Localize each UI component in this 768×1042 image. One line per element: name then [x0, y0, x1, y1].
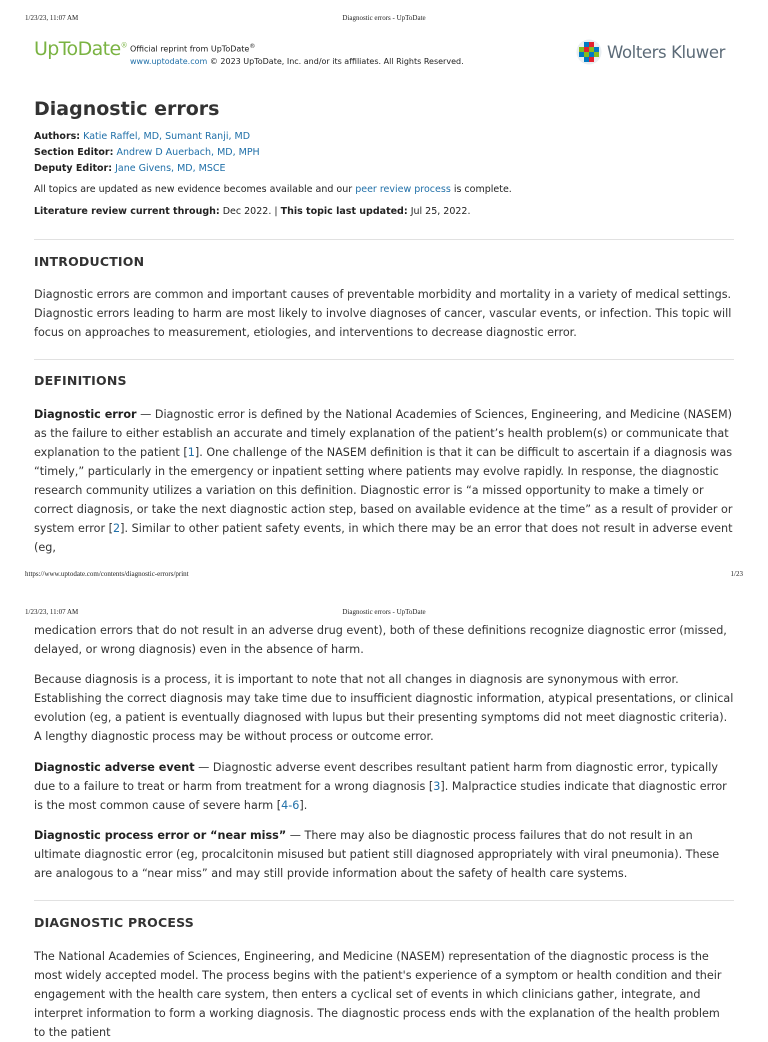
print-doc-title: Diagnostic errors - UpToDate: [342, 608, 426, 616]
deputy-editor-label: Deputy Editor:: [34, 163, 113, 174]
diagnosis-process-note: Because diagnosis is a process, it is important to note that not all changes in diagnosis are synonymous with error. Establishing the correct diagnosis may take time due to insufficient diagnostic information, atypical presentations, or clinical evolution (eg, a patient is eventually diagnosed with lupus but their presenting symptoms did not meet diagnostic criteria). A lengthy diagnostic process may be without process or outcome error.: [34, 673, 734, 743]
authors-line: [34, 130, 250, 144]
authors-label: Authors:: [34, 131, 81, 142]
print-url: https://www.uptodate.com/contents/diagnostic-errors/print: [25, 570, 189, 578]
lit-review-label: Literature review current through:: [34, 206, 220, 217]
brand-mark: ®: [120, 41, 127, 50]
divider: [34, 359, 734, 360]
diagnostic-process-text: The National Academies of Sciences, Engineering, and Medicine (NASEM) representation of the diagnostic process is the most widely accepted model. The process begins with the patient's experience of a symptom or health condition and their engagement with the health care system, then enters a cyclical set of events in which clinicians gather, integrate, and interpret information to form a working diagnosis. The diagnostic process ends with the explanation of the health problem to the patient: [34, 950, 722, 1039]
term-diagnostic-adverse-event: Diagnostic adverse event: [34, 761, 195, 774]
definition-text: ]. One challenge of the NASEM definition is that it can be difficult to ascertain if a diagnosis was “timely,” particularly in the emergency or inpatient setting where patients may evolve rapidly. In response, the diagnostic research community utilizes a variation on this definition. Diagnostic error is “a missed opportunity to make a timely or correct diagnosis, or take the next diagnostic action step, based on available evidence at the time” as a result of provider or system error [: [34, 446, 733, 535]
review-status: [34, 205, 471, 219]
section-editor-label: Section Editor:: [34, 147, 114, 158]
introduction-heading: INTRODUCTION: [34, 254, 145, 269]
near-miss-definition: [34, 826, 734, 883]
diagnostic-adverse-event-definition: [34, 758, 734, 815]
print-header: [25, 14, 743, 24]
print-header: [25, 608, 743, 618]
definition-text: ].: [299, 799, 308, 812]
update-note-pre: All topics are updated as new evidence becomes available and our: [34, 184, 353, 195]
reprint-line: Official reprint from UpToDate: [130, 44, 250, 54]
definition-continuation: medication errors that do not result in an adverse drug event), both of these definitions recognize diagnostic error (missed, delayed, or wrong diagnosis) even in the absence of harm.: [34, 624, 727, 656]
article-title: Diagnostic errors: [34, 98, 220, 120]
term-near-miss: Diagnostic process error or “near miss”: [34, 829, 287, 842]
reprint-mark: ®: [249, 43, 256, 50]
reference-link[interactable]: 3: [433, 780, 441, 793]
print-datetime: 1/23/23, 11:07 AM: [25, 14, 79, 22]
lit-review-value: Dec 2022. |: [222, 206, 278, 217]
divider: [34, 900, 734, 901]
print-page-number: 1/23: [730, 570, 743, 578]
authors-link[interactable]: Katie Raffel, MD, Sumant Ranji, MD: [83, 131, 251, 142]
definition-text: ]. Similar to other patient safety events, in which there may be an error that does not result in adverse event (eg,: [34, 522, 733, 554]
reference-link[interactable]: 2: [113, 522, 121, 535]
reprint-notice: [130, 41, 464, 68]
update-note: [34, 183, 512, 197]
peer-review-link[interactable]: peer review process: [355, 184, 451, 195]
update-note-post: is complete.: [453, 184, 512, 195]
definition-text: — Diagnostic adverse event describes resultant patient harm from diagnostic error, typically due to a failure to treat or harm from treatment for a wrong diagnosis [: [34, 761, 719, 793]
brand-name: UpToDate: [34, 38, 121, 60]
print-datetime: 1/23/23, 11:07 AM: [25, 608, 79, 616]
divider: [34, 239, 734, 240]
uptodate-logo[interactable]: [34, 38, 127, 60]
last-updated-label: This topic last updated:: [280, 206, 408, 217]
definition-text: — There may also be diagnostic process failures that do not result in an ultimate diagnostic error (eg, procalcitonin misused but patient still diagnosed appropriately with viral pneumonia). These are analogous to a “near miss” and may still provide information about the safety of health care systems.: [34, 829, 720, 880]
diagnostic-process-heading: DIAGNOSTIC PROCESS: [34, 915, 194, 930]
publisher-name: Wolters Kluwer: [607, 42, 725, 62]
introduction-text: Diagnostic errors are common and important causes of preventable morbidity and mortality in a variety of medical settings. Diagnostic errors leading to harm are most likely to involve diagnoses of cancer, vascular events, or infection. This topic will focus on approaches to measurement, etiologies, and interventions to decrease diagnostic error.: [34, 288, 732, 339]
definitions-heading: DEFINITIONS: [34, 373, 127, 388]
site-link[interactable]: www.uptodate.com: [130, 56, 208, 66]
section-editor-line: [34, 146, 260, 160]
wolters-kluwer-logo[interactable]: [576, 39, 725, 65]
deputy-editor-link[interactable]: Jane Givens, MD, MSCE: [115, 163, 226, 174]
definition-text: — Diagnostic error is defined by the National Academies of Sciences, Engineering, and Medicine (NASEM) as the failure to either establish an accurate and timely explanation of the patient’s health problem(s) or communicate that explanation to the patient [: [34, 408, 732, 459]
deputy-editor-line: [34, 162, 225, 176]
print-doc-title: Diagnostic errors - UpToDate: [342, 14, 426, 22]
last-updated-value: Jul 25, 2022.: [410, 206, 471, 217]
diagnostic-error-definition: [34, 405, 734, 557]
term-diagnostic-error: Diagnostic error: [34, 408, 137, 421]
wk-mosaic-icon: [576, 39, 602, 65]
reference-link[interactable]: 1: [187, 446, 195, 459]
print-footer: [25, 570, 743, 580]
section-editor-link[interactable]: Andrew D Auerbach, MD, MPH: [116, 147, 260, 158]
reference-link[interactable]: 4-6: [281, 799, 300, 812]
definition-text: ]. Malpractice studies indicate that diagnostic error is the most common cause of severe harm [: [34, 780, 727, 812]
copyright: © 2023 UpToDate, Inc. and/or its affiliates. All Rights Reserved.: [209, 56, 464, 66]
